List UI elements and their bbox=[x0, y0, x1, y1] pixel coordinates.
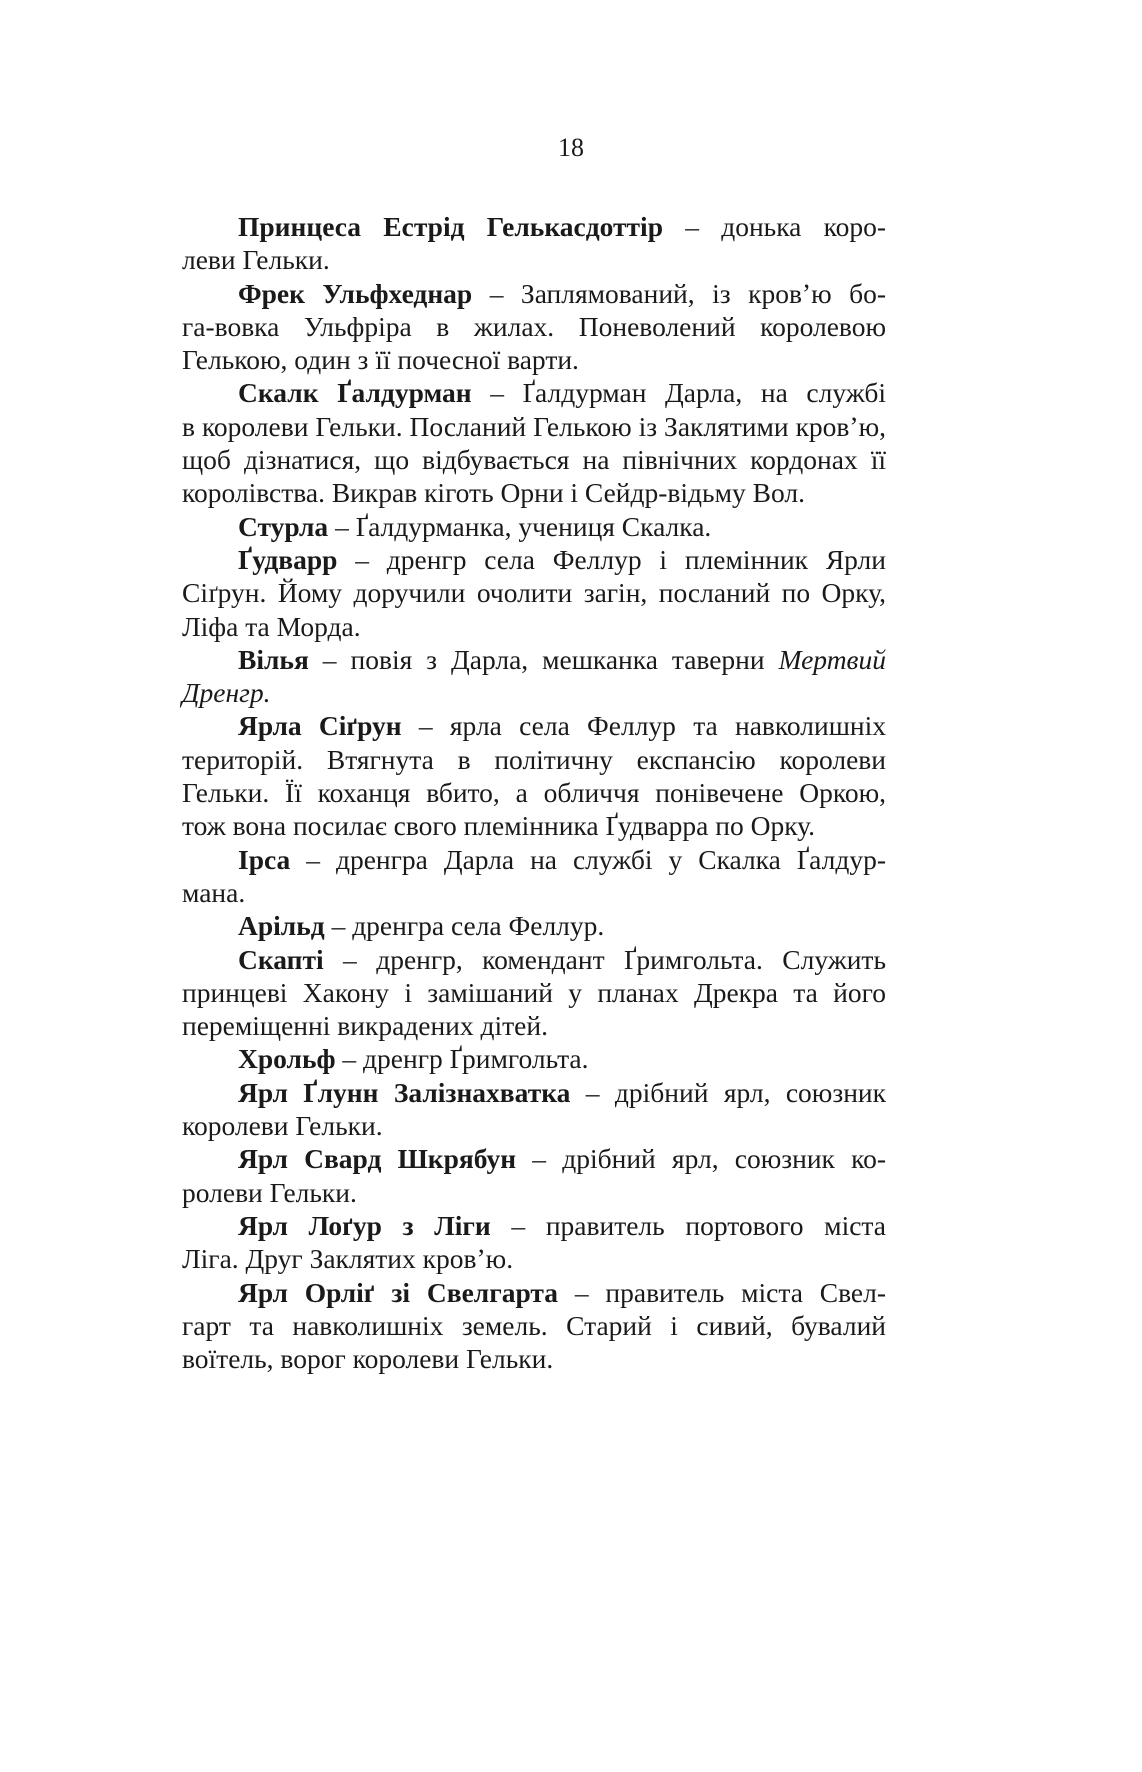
character-entry bbox=[182, 1209, 886, 1276]
entry-line bbox=[182, 1309, 886, 1342]
character-list bbox=[182, 210, 886, 1375]
character-entry bbox=[182, 1076, 886, 1143]
character-description: – дренгр, комендант Ґримгольта. Служить bbox=[323, 943, 886, 975]
character-description: мана. bbox=[182, 876, 246, 908]
character-description: Сіґрун. Йому доручили очолити загін, посланий по Орку, bbox=[182, 577, 886, 609]
entry-first-line bbox=[182, 210, 886, 243]
entry-line bbox=[182, 610, 886, 643]
character-description: Гельки. Її коханця вбито, а обличчя понівечене Оркою, bbox=[182, 777, 886, 809]
character-entry bbox=[182, 1042, 886, 1075]
entry-line bbox=[182, 576, 886, 609]
character-name: Скапті bbox=[238, 943, 324, 975]
entry-first-line bbox=[182, 1209, 886, 1242]
character-name: Стурла bbox=[238, 510, 329, 542]
character-name: Ярл Орліґ зі Свелгарта bbox=[238, 1276, 558, 1308]
entry-line bbox=[182, 310, 886, 343]
character-description: Ліга. Друг Заклятих кровʼю. bbox=[182, 1243, 514, 1275]
character-description: територій. Втягнута в політичну експансію королеви bbox=[182, 743, 886, 775]
character-description: ролеви Гельки. bbox=[182, 1176, 357, 1208]
character-description: – дренгра села Феллур. bbox=[324, 910, 605, 942]
character-description: – Заплямований, із кровʼю бо- bbox=[472, 277, 886, 309]
character-description: – ярла села Феллур та навколишніх bbox=[401, 710, 886, 742]
character-description: Гелькою, один з її почесної варти. bbox=[182, 344, 579, 376]
character-description: га-вовка Ульфріра в жилах. Поневолений королевою bbox=[182, 310, 886, 342]
entry-line bbox=[182, 343, 886, 376]
entry-first-line bbox=[182, 543, 886, 576]
character-entry bbox=[182, 510, 886, 543]
character-description: тож вона посилає свого племінника Ґудварра по Орку. bbox=[182, 810, 816, 842]
italic-title: Мертвий bbox=[778, 643, 886, 675]
character-name: Ярла Сіґрун bbox=[238, 710, 402, 742]
entry-line bbox=[182, 443, 886, 476]
character-description: леви Гельки. bbox=[182, 244, 330, 276]
character-name: Хрольф bbox=[238, 1043, 336, 1075]
entry-first-line bbox=[182, 1142, 886, 1175]
entry-line bbox=[182, 1242, 886, 1275]
entry-first-line bbox=[182, 643, 886, 676]
entry-first-line bbox=[182, 943, 886, 976]
character-entry bbox=[182, 543, 886, 643]
character-entry bbox=[182, 709, 886, 842]
character-description: – дренгра Дарла на службі у Скалка Ґалдур- bbox=[290, 843, 886, 875]
entry-first-line bbox=[182, 709, 886, 742]
character-description: гарт та навколишніх земель. Старий і сивий, бувалий bbox=[182, 1309, 886, 1341]
character-description: – дренгр Ґримгольта. bbox=[335, 1043, 589, 1075]
entry-first-line bbox=[182, 510, 886, 543]
character-entry bbox=[182, 1276, 886, 1376]
character-description: королівства. Викрав кіготь Орни і Сейдр-відьму Вол. bbox=[182, 477, 805, 509]
character-name: Ірса bbox=[238, 843, 291, 875]
entry-first-line bbox=[182, 843, 886, 876]
character-description: Ліфа та Морда. bbox=[182, 610, 361, 642]
italic-title: Дренгр. bbox=[182, 677, 271, 709]
character-description: – правитель портового міста bbox=[490, 1209, 886, 1241]
character-description: воїтель, ворог королеви Гельки. bbox=[182, 1343, 554, 1375]
character-name: Скалк Ґалдурман bbox=[238, 377, 472, 409]
character-description: в королеви Гельки. Посланий Гелькою із Заклятими кровʼю, bbox=[182, 410, 886, 442]
character-name: Принцеса Естрід Гелькасдоттір bbox=[238, 211, 663, 242]
character-name: Ярл Лоґур з Ліги bbox=[238, 1209, 491, 1241]
entry-line bbox=[182, 243, 886, 276]
character-entry bbox=[182, 376, 886, 509]
entry-line bbox=[182, 410, 886, 443]
character-name: Ярл Ґлунн Залізнахватка bbox=[238, 1076, 571, 1108]
entry-line bbox=[182, 976, 886, 1009]
character-name: Вілья bbox=[238, 643, 309, 675]
entry-first-line bbox=[182, 909, 886, 942]
character-description: – донька коро- bbox=[662, 211, 886, 242]
entry-line bbox=[182, 676, 886, 709]
character-entry bbox=[182, 909, 886, 942]
entry-line bbox=[182, 476, 886, 509]
character-description: – дрібний ярл, союзник bbox=[570, 1076, 886, 1108]
entry-first-line bbox=[182, 1042, 886, 1075]
entry-first-line bbox=[182, 1276, 886, 1309]
character-description: королеви Гельки. bbox=[182, 1110, 383, 1142]
character-description: – Ґалдурманка, учениця Скалка. bbox=[328, 510, 712, 542]
character-name: Ярл Свард Шкрябун bbox=[238, 1143, 517, 1175]
character-entry bbox=[182, 643, 886, 710]
character-entry bbox=[182, 1142, 886, 1209]
character-description: принцеві Хакону і замішаний у планах Дрекра та його bbox=[182, 976, 886, 1008]
character-entry bbox=[182, 943, 886, 1043]
character-description: – Ґалдурман Дарла, на службі bbox=[471, 377, 887, 409]
page-number: 18 bbox=[558, 133, 584, 162]
character-entry bbox=[182, 843, 886, 910]
character-description: – повія з Дарла, мешканка таверни bbox=[308, 643, 779, 675]
character-description: – дренгр села Феллур і племінник Ярли bbox=[337, 543, 886, 575]
entry-line bbox=[182, 1009, 886, 1042]
entry-first-line bbox=[182, 277, 886, 310]
entry-line bbox=[182, 1176, 886, 1209]
character-name: Ґудварр bbox=[238, 543, 338, 575]
character-description: – дрібний ярл, союзник ко- bbox=[516, 1143, 886, 1175]
entry-first-line bbox=[182, 376, 886, 409]
character-description: щоб дізнатися, що відбувається на північних кордонах її bbox=[182, 444, 886, 476]
entry-line bbox=[182, 876, 886, 909]
character-name: Арільд bbox=[238, 910, 325, 942]
entry-line bbox=[182, 776, 886, 809]
character-entry bbox=[182, 210, 886, 277]
entry-line bbox=[182, 809, 886, 842]
entry-line bbox=[182, 1109, 886, 1142]
character-description: – правитель міста Свел- bbox=[557, 1276, 886, 1308]
entry-line bbox=[182, 1342, 886, 1375]
entry-line bbox=[182, 743, 886, 776]
entry-first-line bbox=[182, 1076, 886, 1109]
character-name: Фрек Ульфхеднар bbox=[238, 277, 473, 309]
character-entry bbox=[182, 277, 886, 377]
character-description: переміщенні викрадених дітей. bbox=[182, 1010, 548, 1042]
